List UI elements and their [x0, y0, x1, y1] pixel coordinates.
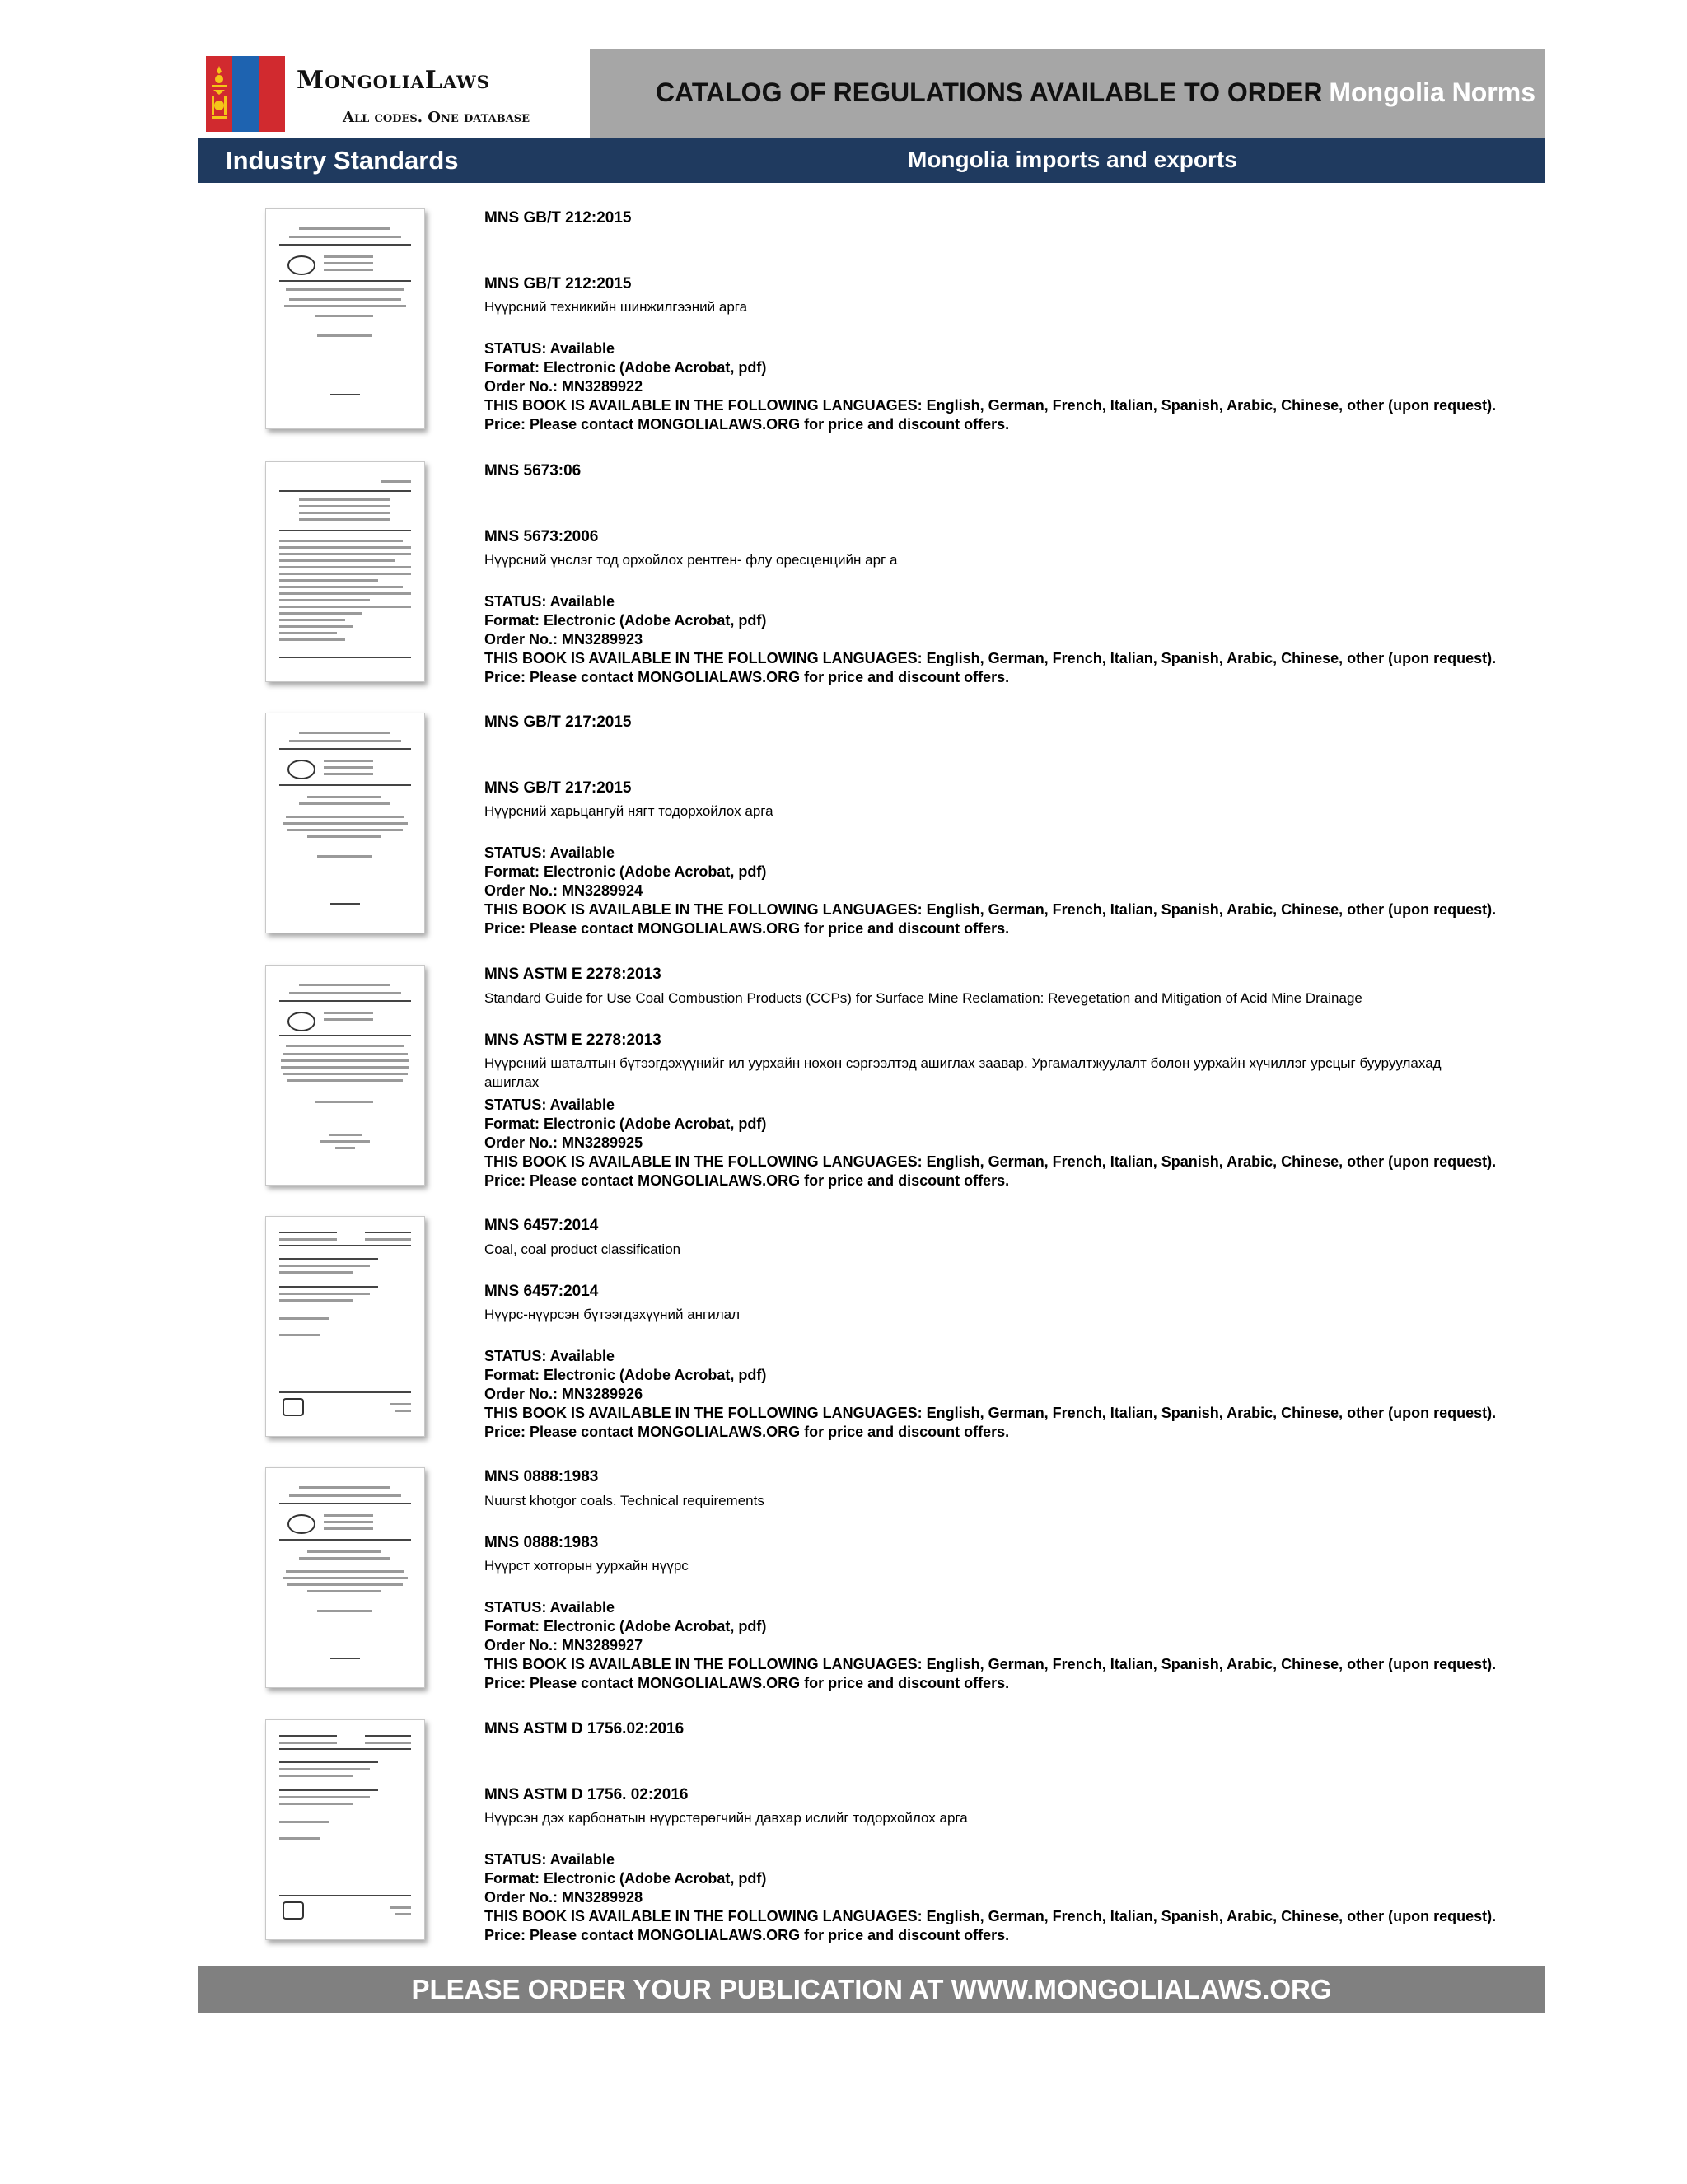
status-text: STATUS: Available — [484, 340, 615, 357]
entry-meta — [484, 592, 1496, 687]
page-header — [198, 49, 1545, 138]
standard-description-mn: Нүүрсний шаталтын бүтээгдэхүүнийг ил уурхайн нөхөн сэргээлтэд ашиглах заавар. Ургамалтжуулалт болон уурхайн хүчиллэг урсцыг бууруулахад ашиглах — [484, 1055, 1442, 1090]
catalog-entry — [198, 965, 1545, 1207]
standard-code[interactable]: MNS 6457:2014 — [484, 1217, 599, 1234]
standard-code-mn: MNS ASTM D 1756. 02:2016 — [484, 1786, 689, 1803]
entry-meta — [484, 1347, 1496, 1442]
document-cover-thumbnail[interactable] — [265, 965, 425, 1186]
format-text: Format: Electronic (Adobe Acrobat, pdf) — [484, 612, 767, 629]
standard-description: Standard Guide for Use Coal Combustion Products (CCPs) for Surface Mine Reclamation: Revegetation and Mitigation of Acid Mine Drainage — [484, 990, 1362, 1006]
document-cover-thumbnail[interactable] — [265, 461, 425, 682]
format-text: Format: Electronic (Adobe Acrobat, pdf) — [484, 863, 767, 880]
standard-code-mn: MNS 5673:2006 — [484, 528, 599, 545]
order-number: Order No.: MN3289925 — [484, 1134, 643, 1151]
document-cover-thumbnail[interactable] — [265, 208, 425, 429]
standard-code[interactable]: MNS GB/T 212:2015 — [484, 209, 632, 227]
catalog-entry — [198, 713, 1545, 955]
price-text: Price: Please contact MONGOLIALAWS.ORG for price and discount offers. — [484, 1424, 1010, 1440]
standard-description: Nuurst khotgor coals. Technical requirements — [484, 1493, 764, 1508]
price-text: Price: Please contact MONGOLIALAWS.ORG for price and discount offers. — [484, 1172, 1010, 1189]
standard-description-mn: Нүүрсний үнслэг тод орхойлох рентген- флу оресценцийн арг а — [484, 552, 898, 568]
status-text: STATUS: Available — [484, 1097, 615, 1113]
standard-code[interactable]: MNS ASTM E 2278:2013 — [484, 966, 661, 983]
standard-code-mn: MNS ASTM E 2278:2013 — [484, 1031, 661, 1049]
catalog-entry — [198, 1216, 1545, 1458]
status-text: STATUS: Available — [484, 1599, 615, 1616]
standard-description: Coal, coal product classification — [484, 1242, 681, 1257]
standard-code[interactable]: MNS ASTM D 1756.02:2016 — [484, 1720, 685, 1737]
document-cover-thumbnail[interactable] — [265, 1467, 425, 1688]
format-text: Format: Electronic (Adobe Acrobat, pdf) — [484, 359, 767, 376]
status-text: STATUS: Available — [484, 1348, 615, 1364]
norms-label: Mongolia Norms — [1329, 77, 1535, 107]
category-label: Industry Standards — [226, 146, 459, 175]
status-text: STATUS: Available — [484, 593, 615, 610]
standard-description-mn: Нүүрсний харьцангуй нягт тодорхойлох арга — [484, 803, 773, 819]
price-text: Price: Please contact MONGOLIALAWS.ORG for price and discount offers. — [484, 669, 1010, 685]
order-number: Order No.: MN3289922 — [484, 378, 643, 395]
logo[interactable] — [198, 49, 590, 138]
brand-name: MongoliaLaws — [297, 66, 490, 95]
catalog-entry — [198, 1467, 1545, 1709]
order-number: Order No.: MN3289928 — [484, 1889, 643, 1906]
order-number: Order No.: MN3289924 — [484, 882, 643, 899]
standard-code[interactable]: MNS 0888:1983 — [484, 1468, 599, 1485]
catalog-entry — [198, 461, 1545, 704]
standard-code-mn: MNS GB/T 217:2015 — [484, 779, 632, 797]
category-bar — [198, 138, 1545, 183]
document-cover-thumbnail[interactable] — [265, 713, 425, 933]
languages-text: THIS BOOK IS AVAILABLE IN THE FOLLOWING LANGUAGES: English, German, French, Italian, Spanish, Arabic, Chinese, other (upon request). — [484, 650, 1497, 666]
languages-text: THIS BOOK IS AVAILABLE IN THE FOLLOWING LANGUAGES: English, German, French, Italian, Spanish, Arabic, Chinese, other (upon request). — [484, 1656, 1497, 1672]
brand-tagline: All codes. One database — [343, 109, 530, 126]
format-text: Format: Electronic (Adobe Acrobat, pdf) — [484, 1618, 767, 1634]
order-number: Order No.: MN3289927 — [484, 1637, 643, 1653]
languages-text: THIS BOOK IS AVAILABLE IN THE FOLLOWING LANGUAGES: English, German, French, Italian, Spanish, Arabic, Chinese, other (upon request). — [484, 397, 1497, 414]
format-text: Format: Electronic (Adobe Acrobat, pdf) — [484, 1367, 767, 1383]
standard-description-mn: Нүүрс-нүүрсэн бүтээгдэхүүний ангилал — [484, 1307, 741, 1322]
soyombo-icon — [208, 66, 231, 120]
status-text: STATUS: Available — [484, 844, 615, 861]
languages-text: THIS BOOK IS AVAILABLE IN THE FOLLOWING LANGUAGES: English, German, French, Italian, Spanish, Arabic, Chinese, other (upon request). — [484, 901, 1497, 918]
format-text: Format: Electronic (Adobe Acrobat, pdf) — [484, 1870, 767, 1887]
price-text: Price: Please contact MONGOLIALAWS.ORG for price and discount offers. — [484, 1675, 1010, 1691]
format-text: Format: Electronic (Adobe Acrobat, pdf) — [484, 1115, 767, 1132]
entry-meta — [484, 339, 1496, 434]
order-number: Order No.: MN3289923 — [484, 631, 643, 648]
price-text: Price: Please contact MONGOLIALAWS.ORG for price and discount offers. — [484, 920, 1010, 937]
entry-meta — [484, 1850, 1496, 1945]
document-cover-thumbnail[interactable] — [265, 1719, 425, 1940]
standard-description-mn: Нүүрст хотгорын уурхайн нүүрс — [484, 1558, 689, 1574]
languages-text: THIS BOOK IS AVAILABLE IN THE FOLLOWING LANGUAGES: English, German, French, Italian, Spanish, Arabic, Chinese, other (upon request). — [484, 1153, 1497, 1170]
standard-description-mn: Нүүрсэн дэх карбонатын нүүрстөрөгчийн давхар ислийг тодорхойлох арга — [484, 1810, 968, 1826]
page-title: CATALOG OF REGULATIONS AVAILABLE TO ORDER — [656, 77, 1323, 107]
status-text: STATUS: Available — [484, 1851, 615, 1868]
catalog-entry — [198, 1719, 1545, 1962]
standard-description-mn: Нүүрсний техникийн шинжилгээний арга — [484, 299, 748, 315]
price-text: Price: Please contact MONGOLIALAWS.ORG for price and discount offers. — [484, 1927, 1010, 1943]
standard-code-mn: MNS 0888:1983 — [484, 1534, 599, 1551]
standard-code-mn: MNS GB/T 212:2015 — [484, 275, 632, 292]
entry-meta — [484, 1598, 1496, 1693]
order-number: Order No.: MN3289926 — [484, 1386, 643, 1402]
title-box — [590, 49, 1545, 138]
entry-meta — [484, 844, 1496, 938]
entry-meta — [484, 1096, 1496, 1190]
standard-code[interactable]: MNS 5673:06 — [484, 462, 582, 479]
standard-code[interactable]: MNS GB/T 217:2015 — [484, 713, 632, 731]
standard-code-mn: MNS 6457:2014 — [484, 1283, 599, 1300]
order-footer-link[interactable]: PLEASE ORDER YOUR PUBLICATION AT WWW.MONGOLIALAWS.ORG — [198, 1966, 1545, 2013]
languages-text: THIS BOOK IS AVAILABLE IN THE FOLLOWING LANGUAGES: English, German, French, Italian, Spanish, Arabic, Chinese, other (upon request). — [484, 1405, 1497, 1421]
document-cover-thumbnail[interactable] — [265, 1216, 425, 1437]
languages-text: THIS BOOK IS AVAILABLE IN THE FOLLOWING LANGUAGES: English, German, French, Italian, Spanish, Arabic, Chinese, other (upon request). — [484, 1908, 1497, 1924]
catalog-entry — [198, 208, 1545, 451]
price-text: Price: Please contact MONGOLIALAWS.ORG for price and discount offers. — [484, 416, 1010, 433]
subcategory-label: Mongolia imports and exports — [908, 147, 1237, 172]
